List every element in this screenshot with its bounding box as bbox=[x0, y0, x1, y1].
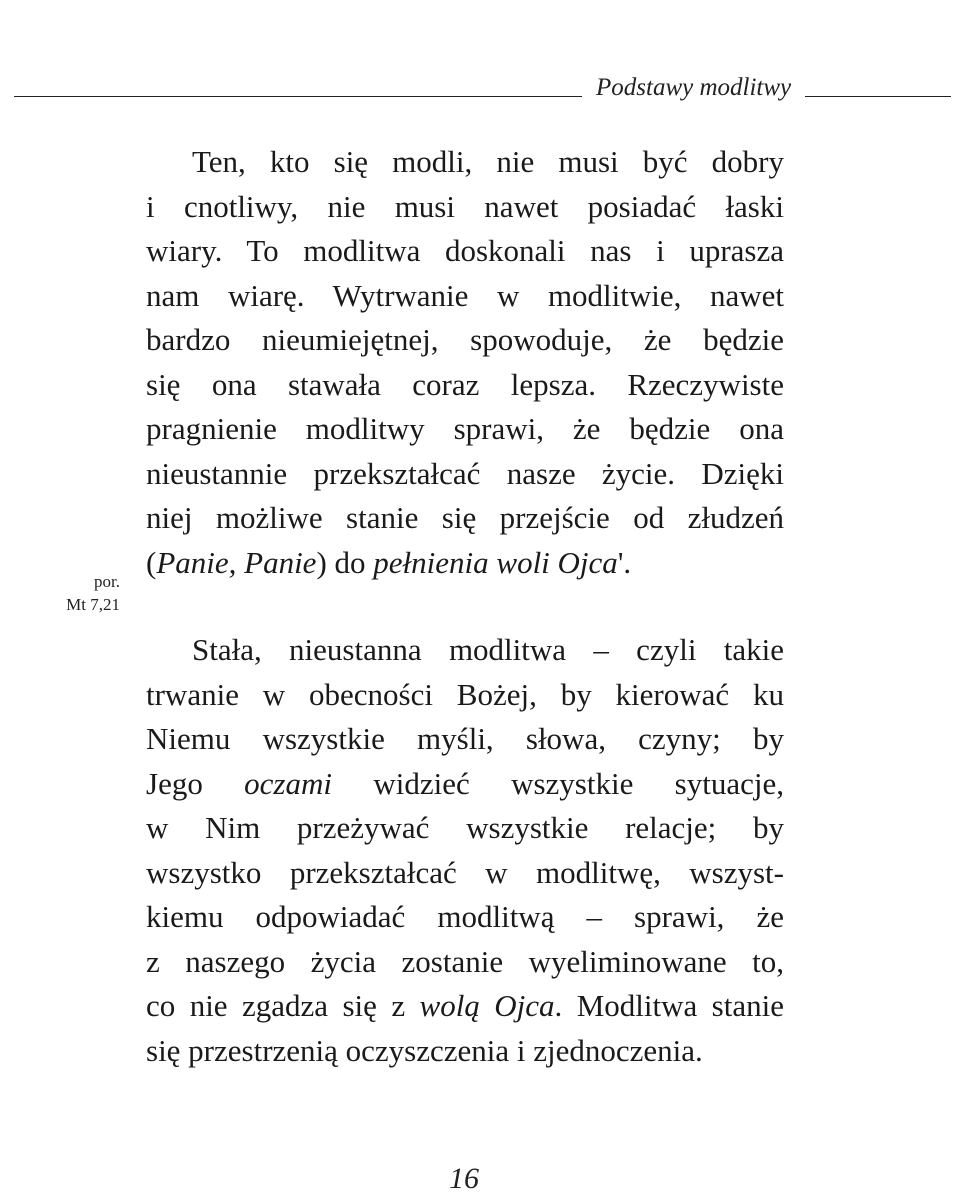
paragraph-1-line: wiary. To modlitwa doskonali nas i uprasza bbox=[146, 233, 784, 268]
paragraph-1-line: nam wiarę. Wytrwanie w modlitwie, nawet bbox=[146, 277, 784, 313]
paragraph-2-last-line: się przestrzenią oczyszczenia i zjednoczenia. bbox=[146, 1032, 703, 1068]
paragraph-1-line: bardzo nieumiejętnej, spowoduje, że będzie bbox=[146, 322, 784, 357]
paragraph-1-line: i cnotliwy, nie musi nawet posiadać łaski bbox=[146, 188, 784, 224]
paragraph-2-line: Stała, nieustanna modlitwa – czyli takie bbox=[192, 632, 784, 667]
margin-reference bbox=[28, 570, 120, 616]
quote-pelnienia-woli-ojca: pełnienia woli Ojca bbox=[373, 544, 618, 580]
line-text: co nie zgadza się z bbox=[146, 988, 420, 1023]
open-paren: ( bbox=[146, 544, 157, 580]
paragraph-1-line: nieustannie przekształcać nasze życie. Dzięki bbox=[146, 455, 784, 491]
paragraph-1-line: pragnienie modlitwy sprawi, że będzie ona bbox=[146, 411, 784, 446]
paragraph-1 bbox=[146, 140, 784, 585]
page-number: 16 bbox=[449, 1162, 479, 1195]
running-title: Podstawy modlitwy bbox=[596, 74, 792, 101]
line-end: '. bbox=[617, 544, 632, 580]
paragraph-2 bbox=[146, 628, 784, 1073]
paragraph-1-line: Ten, kto się modli, nie musi być dobry bbox=[192, 144, 784, 179]
header-rule-left bbox=[14, 96, 582, 97]
margin-reference-line-1: por. bbox=[94, 572, 120, 591]
body-text bbox=[146, 140, 784, 1073]
paragraph-2-line: kiemu odpowiadać modlitwą – sprawi, że bbox=[146, 899, 784, 934]
paragraph-2-line: wszystko przekształcać w modlitwę, wszyst- bbox=[146, 854, 784, 890]
connector-text: ) do bbox=[316, 544, 374, 580]
quote-panie-panie: Panie, Panie bbox=[156, 544, 317, 580]
margin-reference-line-2: Mt 7,21 bbox=[66, 595, 120, 614]
line-text: Jego bbox=[146, 765, 245, 801]
paragraph-2-line bbox=[146, 762, 784, 807]
paragraph-1-line: się ona stawała coraz lepsza. Rzeczywiste bbox=[146, 366, 784, 402]
emphasis-oczami: oczami bbox=[244, 765, 332, 801]
paragraph-2-line bbox=[146, 984, 784, 1029]
paragraph-1-line: niej możliwe stanie się przejście od złudzeń bbox=[146, 500, 784, 535]
line-text: . Modlitwa stanie bbox=[554, 988, 784, 1023]
paragraph-1-last-line bbox=[146, 541, 784, 586]
paragraph-2-line: Niemu wszystkie myśli, słowa, czyny; by bbox=[146, 721, 784, 756]
paragraph-2-line: w Nim przeżywać wszystkie relacje; by bbox=[146, 810, 784, 845]
paragraph-2-line: trwanie w obecności Bożej, by kierować ku bbox=[146, 676, 784, 712]
emphasis-wola-ojca: wolą Ojca bbox=[419, 988, 555, 1023]
line-text: widzieć wszystkie sytuacje, bbox=[332, 765, 784, 801]
header-rule-right bbox=[805, 96, 951, 97]
paragraph-2-line: z naszego życia zostanie wyeliminowane to, bbox=[146, 943, 784, 979]
running-header bbox=[0, 72, 960, 112]
